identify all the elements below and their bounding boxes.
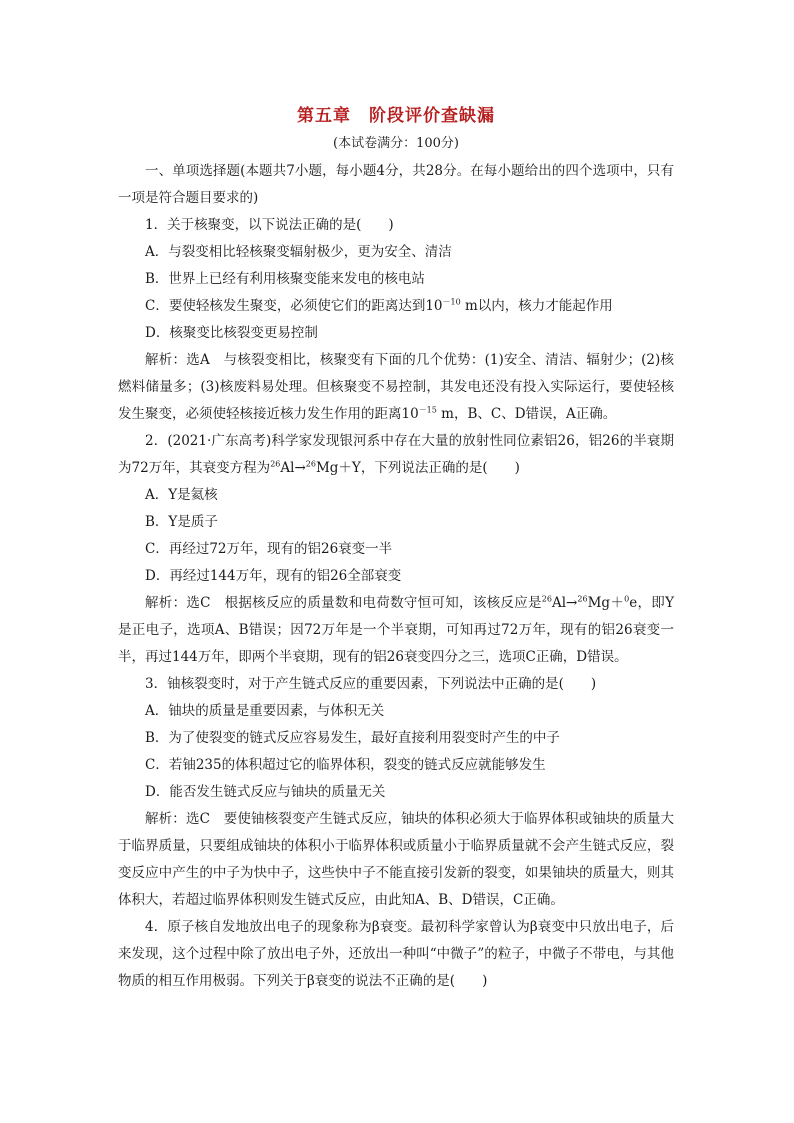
question-1-option-d: D．核聚变比核裂变更易控制: [145, 325, 318, 341]
question-3-option-a: A．铀块的质量是重要因素，与体积无关: [145, 703, 385, 719]
question-3-option-b: B．为了使裂变的链式反应容易发生，最好直接利用裂变时产生的中子: [145, 730, 560, 746]
section-heading: 一、单项选择题(本题共7小题，每小题4分，共28分。在每小题给出的四个选项中，只有一项是符合题目要求的): [118, 163, 674, 206]
question-3-option-c: C．若铀235的体积超过它的临界体积，裂变的链式反应就能够发生: [145, 757, 546, 773]
question-1-answer: 解析：选A 与核裂变相比，核聚变有下面的几个优势：(1)安全、清洁、辐射少；(2)核燃料储量多；(3)核废料易处理。但核聚变不易控制，其发电还没有投入实际运行，要使轻核发生聚变，必须使轻核接近核力发生作用的距离$10^{-15}$ m，B、C、D错误，A正确。: [118, 352, 674, 422]
question-2-answer: 解析：选C 根据核反应的质量数和电荷数守恒可知，该核反应是$^{26}$Al→$^{26}$Mg＋$^0$e，即Y是正电子，选项A、B错误；因72万年是一个半衰期，可知再过72万年，现有的铝26衰变一半，再过144万年，即两个半衰期，现有的铝26衰变四分之三，选项C正确，D错误。: [118, 594, 674, 665]
question-1-option-a: A．与裂变相比轻核聚变辐射极少，更为安全、清洁: [145, 244, 452, 260]
page-title: [118, 104, 674, 128]
question-2-option-d: D．再经过144万年，现有的铝26全部衰变: [145, 568, 402, 584]
question-3-option-d: D．能否发生链式反应与铀块的质量无关: [145, 784, 386, 800]
question-2-option-a: A．Y是氦核: [145, 487, 218, 503]
question-1-option-c: C．要使轻核发生聚变，必须使它们的距离达到$10^{-10}$ m以内，核力才能起作用: [145, 297, 613, 314]
question-3-answer: 解析：选C 要使铀核裂变产生链式反应，铀块的体积必须大于临界体积或铀块的质量大于临界质量，只要组成铀块的体积小于临界体积或质量小于临界质量就不会产生链式反应，裂变反应中产生的中子为快中子，这些快中子不能直接引发新的裂变，如果铀块的质量大，则其体积大，若超过临界体积则发生链式反应，由此知A、B、D错误，C正确。: [118, 811, 674, 908]
question-2-stem: 2．(2021·广东高考)科学家发现银河系中存在大量的放射性同位素铝26，铝26的半衰期为72万年，其衰变方程为$^{26}$Al→$^{26}$Mg＋Y，下列说法正确的是( ): [118, 433, 674, 476]
question-1-stem: 1．关于核聚变，以下说法正确的是( ): [145, 217, 394, 233]
title-text: 阶段评价查缺漏: [369, 106, 495, 126]
page-subtitle: (本试卷满分：100分): [333, 136, 459, 151]
question-2-option-b: B．Y是质子: [145, 514, 218, 530]
page-content: [118, 104, 674, 995]
question-3-stem: 3．铀核裂变时，对于产生链式反应的重要因素，下列说法中正确的是( ): [145, 676, 597, 692]
question-2-option-c: C．再经过72万年，现有的铝26衰变一半: [145, 541, 393, 557]
question-4-stem: 4．原子核自发地放出电子的现象称为β衰变。最初科学家曾认为β衰变中只放出电子，后来发现，这个过程中除了放出电子外，还放出一种叫“中微子”的粒子，中微子不带电，与其他物质的相互作用极弱。下列关于β衰变的说法不正确的是( ): [118, 919, 674, 989]
question-1-option-b: B．世界上已经有利用核聚变能来发电的核电站: [145, 271, 425, 287]
chapter-label: 第五章: [297, 106, 351, 126]
